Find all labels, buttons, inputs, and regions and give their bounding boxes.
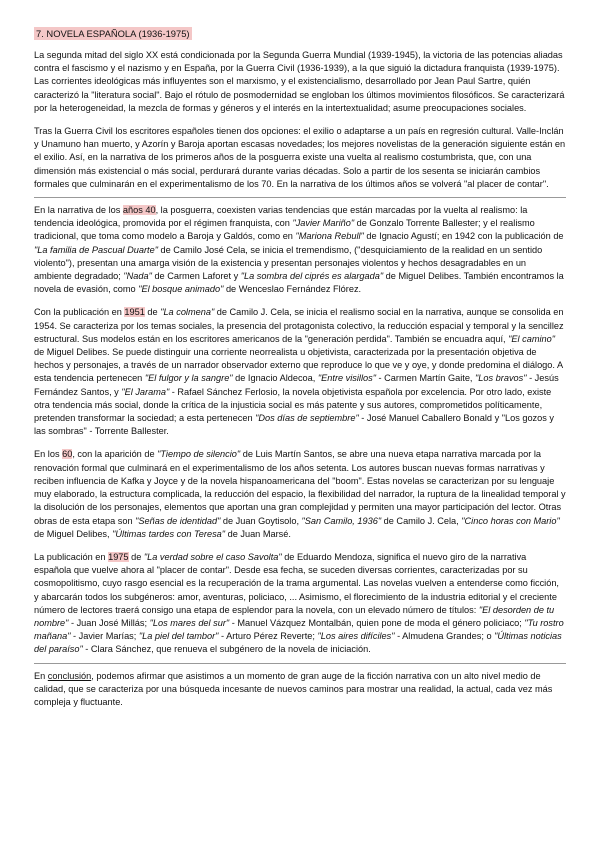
work-title: "Dos días de septiembre" — [255, 413, 359, 424]
highlight-1975: 1975 — [108, 551, 129, 562]
work-title: "La piel del tambor" — [138, 631, 219, 642]
work-title: "Los bravos" — [475, 373, 527, 384]
work-title: "Señas de identidad" — [135, 515, 221, 526]
work-title: "Javier Mariño" — [292, 218, 355, 229]
paragraph-decade-40: En la narrativa de los años 40, la posguerra, coexisten varias tendencias que están marcadas por la vuelta al realismo: la tendencia ideológica, promovida por el régimen franquista, con "Javier Mariño" de Gonzalo Torrente Ballester; y el realismo tradicional, que toma como modelo a Baroja y Galdós, como en "Mariona Rebull" de Ignacio Agustí; en 1942 con la publicación de "La familia de Pascual Duarte" de Camilo José Cela, se inicia el tremendismo, ("desquiciamiento de la realidad en un sentido violento"), presentan una amarga visión de la existencia y presentan personajes violentos y hechos desagradables en un ambiente degradado; "Nada" de Carmen Laforet y "La sombra del ciprés es alargada" de Miguel Delibes. También encontramos la novela de evasión, como "El bosque animado" de Wenceslao Fernández Flórez. — [34, 205, 564, 295]
section-title: 7. NOVELA ESPAÑOLA (1936-1975) — [36, 28, 190, 39]
underlined-conclusion: conclusión — [47, 670, 92, 681]
highlight-60: 60 — [62, 449, 73, 460]
work-title: "El Jarama" — [121, 386, 170, 397]
paragraph-1975: La publicación en 1975 de "La verdad sobre el caso Savolta" de Eduardo Mendoza, significa el nuevo giro de la narrativa española que vuelve ahora al "placer de contar". Desde esa fecha, se suceden diversas corrientes, caracterizadas por su cosmopolitismo, cuyo rasgo esencial es la recuperación de la trama argumental. Las novelas vuelven a entenderse como ficción, y abarcarán todos los subgéneros: amor, aventuras, policiaco, ... Asimismo, el florecimiento de la industria editorial y el creciente número de lectores traerá consigo una etapa de esplendor para la novela, con un elevado número de títulos: "El desorden de tu nombre" - Juan José Millás; "Los mares del sur" - Manuel Vázquez Montalbán, quien pone de moda el género policiaco; "Tu rostro mañana" - Javier Marías; "La piel del tambor" - Arturo Pérez Reverte; "Los aires difíciles" - Almudena Grandes; o "Últimas noticias del paraíso" - Clara Sánchez, que renueva el subgénero de la novela de iniciación. — [34, 551, 564, 655]
work-title: "La sombra del ciprés es alargada" — [240, 271, 384, 282]
work-title: "Últimas tardes con Teresa" — [112, 528, 226, 539]
work-title: "Los mares del sur" — [149, 617, 230, 628]
work-title: "El fulgor y la sangre" — [144, 373, 233, 384]
work-title: "Nada" — [123, 271, 152, 282]
paragraph-decade-60: En los 60, con la aparición de "Tiempo de silencio" de Luis Martín Santos, se abre una nueva etapa narrativa marcada por la renovación formal que culminará en el experimentalismo de los años setenta. Los autores buscan nuevas formas narrativas y reciben influencia de Kafka y Joyce y de la novela hispanoamericana del "boom". Estas novelas se caracterizan por su lenguaje muy elaborado, la estructura complicada, la reducción del espacio, la flexibilidad del narrador, la ruptura de la linealidad temporal y la disolución de los personajes, elementos que aportan una gran complejidad y permiten una mayor participación del lector. Otras obras de esta etapa son "Señas de identidad" de Juan Goytisolo, "San Camilo, 1936" de Camilo J. Cela, "Cinco horas con Mario" de Miguel Delibes, "Últimas tardes con Teresa" de Juan Marsé. — [34, 449, 566, 539]
work-title: "Mariona Rebull" — [295, 231, 364, 242]
divider — [34, 197, 566, 198]
work-title: "Entre visillos" — [317, 373, 376, 384]
work-title: "El camino" — [508, 333, 556, 344]
divider — [34, 663, 566, 664]
work-title: "San Camilo, 1936" — [301, 515, 382, 526]
intro-paragraph-2: Tras la Guerra Civil los escritores españoles tienen dos opciones: el exilio o adaptarse a un país en regresión cultural. Valle-Inclán y Unamuno han muerto, y Azorín y Baroja aportan escasas novedades; los mejores novelistas de la generación siguiente están en el exilio. Así, en la narrativa de los primeros años de la posguerra existe una vuelta al realismo costumbrista, que, con una dimensión más existencial o más social, perdurará durante varias décadas. Solo a partir de los sesenta se iniciarán cambios formales que culminarán en el experimentalismo de los 70. En la narrativa de los últimos años se volverá "al placer de contar". — [34, 126, 566, 189]
work-title: "Cinco horas con Mario" — [461, 515, 560, 526]
paragraph-conclusion: En conclusión, podemos afirmar que asistimos a un momento de gran auge de la ficción narrativa con un alto nivel medio de calidad, que se caracteriza por una búsqueda incesante de nuevos caminos para mostrar una realidad, la actual, cada vez más compleja y fluctuante. — [34, 670, 553, 707]
intro-paragraph-1: La segunda mitad del siglo XX está condicionada por la Segunda Guerra Mundial (1939-1945), la victoria de las potencias aliadas contra el fascismo y el nazismo y en España, por la Guerra Civil (1936-1939), a la que siguió la dictadura franquista (1939-1975). Las corrientes ideológicas más influyentes son el marxismo, y el existencialismo, desarrollado por Jean Paul Sartre, quién caracterizó la "literatura social". Bajo el rótulo de posmodernidad se engloban los últimos movimientos filosóficos. Se caracterizará por la heterogeneidad, la mezcla de formas y géneros y el interés en la intertextualidad; asume preocupaciones sociales. — [34, 50, 565, 113]
highlight-1951: 1951 — [124, 307, 145, 318]
work-title: "La verdad sobre el caso Savolta" — [143, 551, 282, 562]
work-title: "Los aires difíciles" — [317, 631, 395, 642]
work-title: "La familia de Pascual Duarte" — [34, 244, 158, 255]
work-title: "Tu rostro mañana" — [34, 617, 564, 642]
work-title: "Últimas noticias del paraíso" — [34, 631, 562, 655]
work-title: "La colmena" — [160, 307, 215, 318]
highlight-anos-40: años 40 — [122, 205, 156, 216]
paragraph-1951: Con la publicación en 1951 de "La colmena" de Camilo J. Cela, se inicia el realismo social en la narrativa, aunque se consolida en 1954. Se caracteriza por los temas sociales, la presencia del protagonista colectivo, la reducción espacial y temporal y la sencillez estructural. Sus modelos están en los escritores americanos de la "generación perdida". También se encuadra aquí, "El camino" de Miguel Delibes. Se puede distinguir una corriente neorrealista u objetivista, caracterizada por la presentación objetiva de hechos y personajes, a través de un narrador observador externo que reproduce lo que ve y oye, y donde predomina el diálogo. A esta tendencia pertenecen "El fulgor y la sangre" de Ignacio Aldecoa, "Entre visillos" - Carmen Martín Gaite, "Los bravos" - Jesús Fernández Santos, y "El Jarama" - Rafael Sánchez Ferlosio, la novela objetivista española por excelencia. Por otro lado, existe otra tendencia más social, donde la crítica de la injusticia social es más patente y sus autores, comprometidos políticamente, pretenden transformar la sociedad; a esta pertenecen "Dos días de septiembre" - José Manuel Caballero Bonald y "Los gozos y las sombras" - Torrente Ballester. — [34, 307, 564, 437]
work-title: "El desorden de tu nombre" — [34, 604, 555, 628]
work-title: "El bosque animado" — [138, 284, 224, 295]
work-title: "Tiempo de silencio" — [157, 449, 241, 460]
